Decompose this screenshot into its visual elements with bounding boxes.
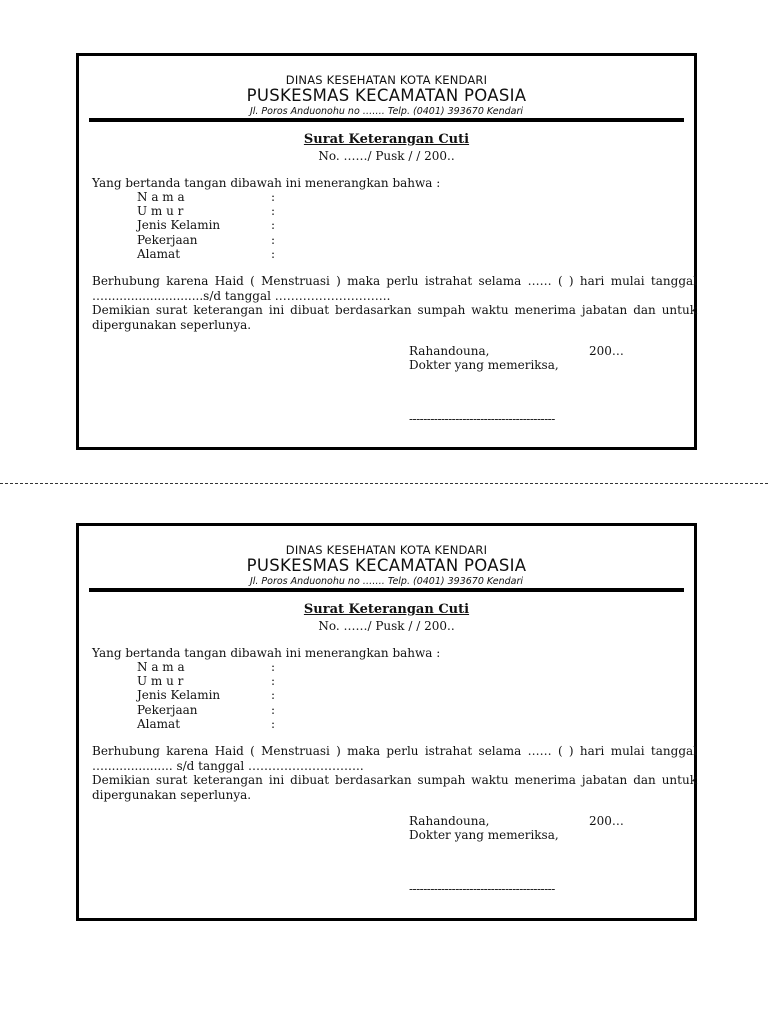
field-colon: : — [271, 702, 276, 717]
field-label: N a m a — [137, 660, 185, 674]
signature-line: ----------------------------------------- — [409, 882, 555, 896]
clinic-name: PUSKESMAS KECAMATAN POASIA — [246, 556, 527, 575]
document-title: Surat Keterangan Cuti — [303, 132, 470, 147]
field-gender — [137, 688, 337, 702]
intro-text: Yang bertanda tangan dibawah ini menerangkan bahwa : — [92, 646, 441, 660]
document-number: No. ……/ Pusk / / 200.. — [318, 619, 455, 633]
agency-name: DINAS KESEHATAN KOTA KENDARI — [285, 73, 488, 87]
header-rule — [89, 118, 684, 122]
field-label: U m u r — [137, 204, 184, 219]
sign-date: 200… — [589, 814, 624, 828]
header-rule — [89, 588, 684, 592]
field-name — [137, 190, 337, 204]
field-label: Alamat — [137, 716, 181, 731]
document-title: Surat Keterangan Cuti — [303, 602, 470, 617]
clinic-address: Jl. Poros Anduonohu no ……. Telp. (0401) 393670 Kendari — [249, 106, 524, 117]
field-colon: : — [271, 660, 276, 674]
field-colon: : — [271, 688, 276, 703]
field-address — [137, 717, 337, 731]
field-colon: : — [271, 246, 276, 261]
doctor-label: Dokter yang memeriksa, — [409, 358, 559, 372]
field-colon: : — [271, 204, 276, 219]
leave-paragraph: Berhubung karena Haid ( Menstruasi ) maka perlu istrahat selama …… ( ) hari mulai tanggal …..........................s/d tanggal ……………………….. — [92, 274, 697, 303]
field-list — [137, 660, 337, 731]
document-number: No. ……/ Pusk / / 200.. — [318, 149, 455, 163]
closing-paragraph: Demikian surat keterangan ini dibuat berdasarkan sumpah waktu menerima jabatan dan untuk dipergunakan seperlunya. — [92, 773, 697, 802]
field-age — [137, 674, 337, 688]
closing-paragraph: Demikian surat keterangan ini dibuat berdasarkan sumpah waktu menerima jabatan dan untuk dipergunakan seperlunya. — [92, 303, 697, 332]
field-age — [137, 204, 337, 218]
agency-name: DINAS KESEHATAN KOTA KENDARI — [285, 543, 488, 557]
field-name — [137, 660, 337, 674]
field-label: Pekerjaan — [137, 702, 198, 717]
field-label: U m u r — [137, 674, 184, 689]
field-colon: : — [271, 218, 276, 233]
field-gender — [137, 218, 337, 232]
clinic-address: Jl. Poros Anduonohu no ……. Telp. (0401) 393670 Kendari — [249, 576, 524, 587]
field-colon: : — [271, 674, 276, 689]
leave-paragraph: Berhubung karena Haid ( Menstruasi ) maka perlu istrahat selama …… ( ) hari mulai tanggal ….................. s/d tanggal ……………………….. — [92, 744, 697, 773]
intro-text: Yang bertanda tangan dibawah ini menerangkan bahwa : — [92, 176, 441, 190]
field-colon: : — [271, 716, 276, 731]
leave-certificate-card-2 — [76, 523, 697, 921]
field-label: N a m a — [137, 190, 185, 204]
field-occupation — [137, 233, 337, 247]
sign-date: 200… — [589, 344, 624, 358]
doctor-label: Dokter yang memeriksa, — [409, 828, 559, 842]
clinic-name: PUSKESMAS KECAMATAN POASIA — [246, 86, 527, 105]
field-list — [137, 190, 337, 261]
field-label: Pekerjaan — [137, 232, 198, 247]
field-label: Jenis Kelamin — [137, 688, 221, 703]
signature-line: ----------------------------------------- — [409, 412, 555, 426]
field-label: Jenis Kelamin — [137, 218, 221, 233]
field-colon: : — [271, 232, 276, 247]
cut-line — [0, 483, 768, 484]
field-colon: : — [271, 190, 276, 204]
sign-place: Rahandouna, — [409, 814, 490, 828]
sign-place: Rahandouna, — [409, 344, 490, 358]
field-address — [137, 247, 337, 261]
field-occupation — [137, 703, 337, 717]
leave-certificate-card-1 — [76, 53, 697, 450]
field-label: Alamat — [137, 246, 181, 261]
